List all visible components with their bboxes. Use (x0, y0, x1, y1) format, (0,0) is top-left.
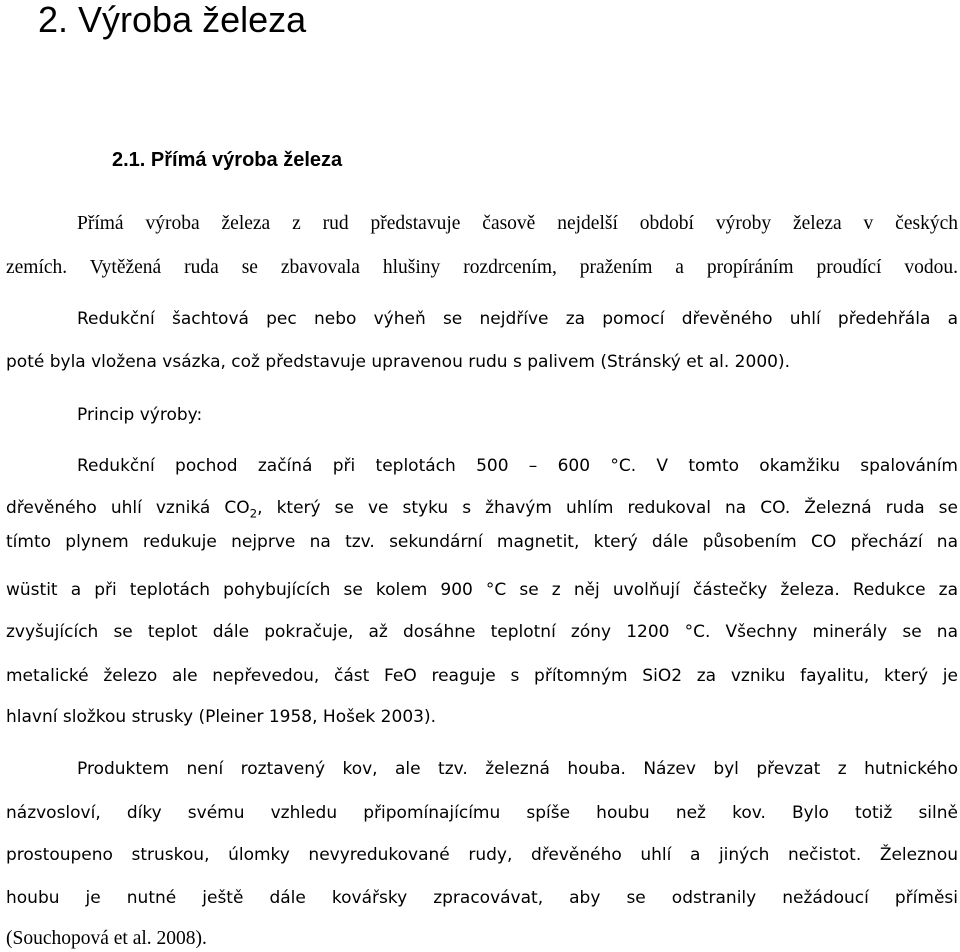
paragraph-line: Přímá výroba železa z rud představuje časově nejdelší období výroby železa v českých (77, 213, 958, 234)
paragraph-line: prostoupeno struskou, úlomky nevyredukované rudy, dřevěného uhlí a jiných nečistot. Železnou (6, 845, 958, 865)
text-run: , který se ve styku s žhavým uhlím redukoval na CO. Železná ruda se (257, 498, 958, 518)
paragraph-line: metalické železo ale nepřevedou, část FeO reaguje s přítomným SiO2 za vzniku fayalitu, který je (6, 666, 958, 686)
paragraph-line: názvosloví, díky svému vzhledu připomínajícímu spíše houbu než kov. Bylo totiž silně (6, 803, 958, 823)
chapter-heading: 2. Výroba železa (38, 0, 307, 40)
paragraph-line: (Souchopová et al. 2008). (6, 928, 207, 949)
principle-label: Princip výroby: (77, 405, 203, 425)
paragraph-line (6, 496, 958, 520)
paragraph-line: zemích. Vytěžená ruda se zbavovala hlušiny rozdrcením, pražením a propíráním proudící vodou. (6, 257, 958, 278)
section-heading: 2.1. Přímá výroba železa (112, 149, 343, 171)
subscript: 2 (249, 506, 258, 521)
paragraph-line: zvyšujících se teplot dále pokračuje, až dosáhne teplotní zóny 1200 °C. Všechny minerály se na (6, 622, 958, 642)
text-run: dřevěného uhlí vzniká CO (6, 498, 250, 518)
paragraph-line: Redukční pochod začíná při teplotách 500 – 600 °C. V tomto okamžiku spalováním (77, 456, 958, 476)
paragraph-line: Redukční šachtová pec nebo výheň se nejdříve za pomocí dřevěného uhlí předehřála a (77, 309, 958, 329)
paragraph-line: tímto plynem redukuje nejprve na tzv. sekundární magnetit, který dále působením CO přechází na (6, 532, 958, 552)
paragraph-line: houbu je nutné ještě dále kovářsky zpracovávat, aby se odstranily nežádoucí příměsi (6, 888, 958, 908)
paragraph-line: hlavní složkou strusky (Pleiner 1958, Hošek 2003). (6, 707, 436, 727)
paragraph-line: poté byla vložena vsázka, což představuje upravenou rudu s palivem (Stránský et al. 2000). (6, 352, 790, 372)
paragraph-line: wüstit a při teplotách pohybujících se kolem 900 °C se z něj uvolňují částečky železa. Redukce za (6, 580, 958, 600)
paragraph-line: Produktem není roztavený kov, ale tzv. železná houba. Název byl převzat z hutnického (77, 759, 958, 779)
